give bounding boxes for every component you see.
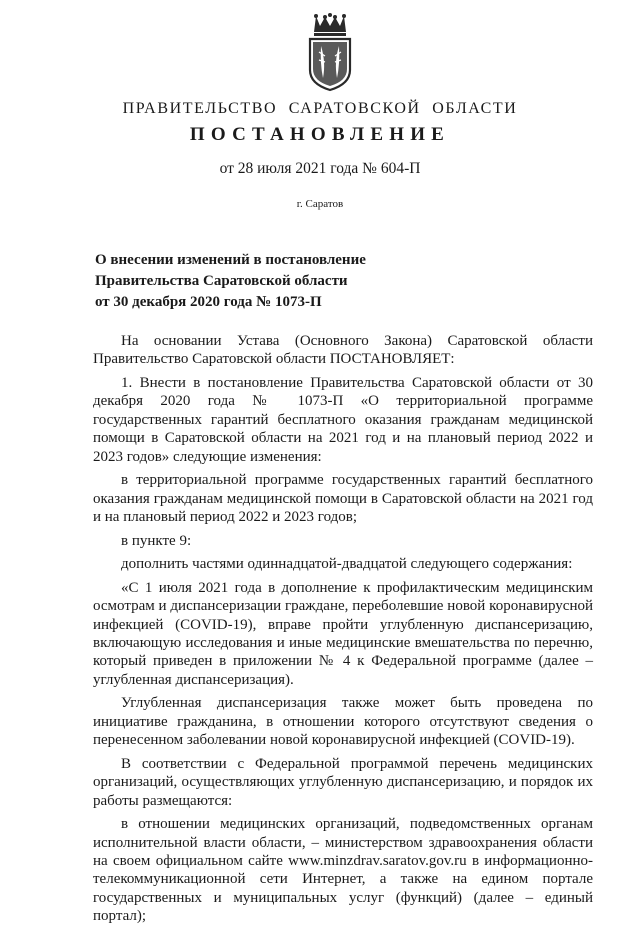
document-title <box>95 250 395 313</box>
document-type: ПОСТАНОВЛЕНИЕ <box>189 124 451 145</box>
document-body <box>93 332 593 931</box>
title-line: Правительства Саратовской области <box>95 273 348 289</box>
body-paragraph: дополнить частями одиннадцатой-двадцатой следующего содержания: <box>121 556 573 573</box>
government-name: ПРАВИТЕЛЬСТВО САРАТОВСКОЙ ОБЛАСТИ <box>122 100 518 117</box>
body-paragraph: 1. Внести в постановление Правительства Саратовской области от 30 декабря 2020 года № 1073-П «О территориальной программе государственных гарантий бесплатного оказания гражданам медицинской помощи в Саратовской области на 2021 год и на плановый период 2022 и 2023 годов» следующие изменения: <box>93 375 593 465</box>
document-date-number: от 28 июля 2021 года № 604-П <box>219 160 421 177</box>
body-paragraph: в территориальной программе государственных гарантий бесплатного оказания гражданам медицинской помощи в Саратовской области на 2021 год и на плановый период 2022 и 2023 годов; <box>93 472 593 526</box>
body-paragraph: Углубленная диспансеризация также может быть проведена по инициативе гражданина, в отношении которого отсутствуют сведения о перенесенном заболевании новой коронавирусной инфекцией (COVID-19). <box>93 695 593 749</box>
title-line: О внесении изменений в постановление <box>95 252 366 268</box>
coat-of-arms-icon <box>304 12 356 92</box>
body-paragraph: На основании Устава (Основного Закона) Саратовской области Правительство Саратовской области ПОСТАНОВЛЯЕТ: <box>93 333 593 368</box>
body-paragraph: в пункте 9: <box>121 532 192 549</box>
title-line: от 30 декабря 2020 года № 1073-П <box>95 294 322 310</box>
body-paragraph: в отношении медицинских организаций, подведомственных органам исполнительной власти области, – министерством здравоохранения области на своем официальном сайте www.minzdrav.saratov.gov.ru в информационно-телекоммуникационной сети Интернет, а также на едином портале государственных и муниципальных услуг (функций) (далее – единый портал); <box>93 816 593 925</box>
document-city: г. Саратов <box>296 198 344 210</box>
body-paragraph: «С 1 июля 2021 года в дополнение к профилактическим медицинским осмотрам и диспансеризации граждане, переболевшие новой коронавирусной инфекцией (COVID-19), вправе пройти углубленную диспансеризацию, включающую исследования и иные медицинские вмешательства по перечню, который приведен в приложении № 4 к Федеральной программе (далее – углубленная диспансеризация). <box>93 579 593 688</box>
body-paragraph: В соответствии с Федеральной программой перечень медицинских организаций, осуществляющих углубленную диспансеризацию, и порядок их работы размещаются: <box>93 755 593 809</box>
